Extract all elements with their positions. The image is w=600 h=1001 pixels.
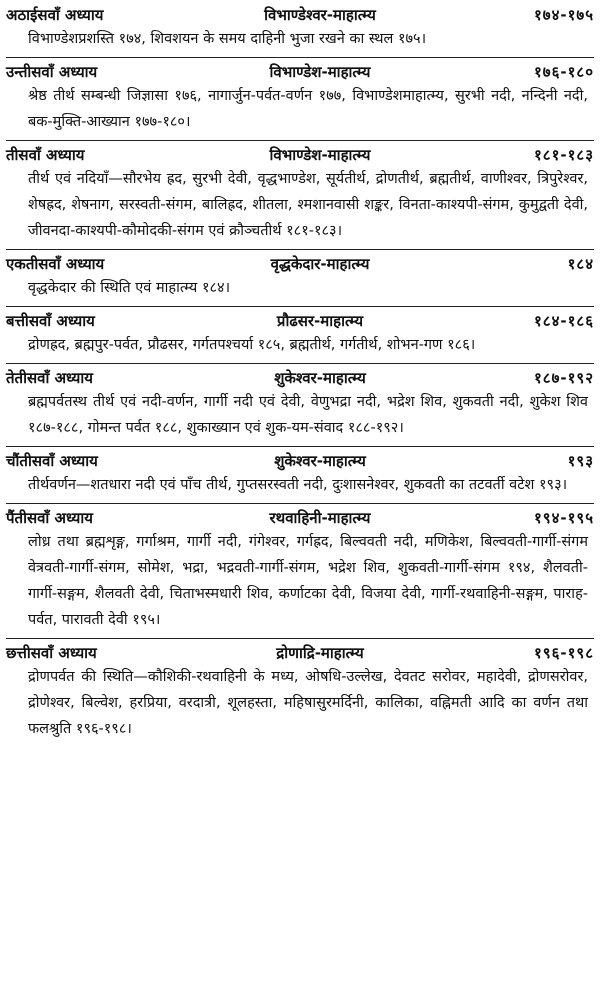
divider (6, 249, 594, 250)
chapter-summary: तीर्थ एवं नदियाँ—सौरभेय ह्रद, सुरभी देवी, वृद्धभाण्डेश, सूर्यतीर्थ, द्रोणतीर्थ, ब्रह्मतीर्थ, वाणीश्वर, त्रिपुरेश्वर, शेषह्रद, शेषनाग, सरस्वती-संगम, बालिह्रद, शीतला, श्मशानवासी शङ्कर, विनता-काश्यपी-संगम, कुमुद्वती देवी, जीवनदा-काश्यपी-कौमोदकी-संगम एवं क्रौञ्चतीर्थ १८१-१८३। (28, 171, 588, 239)
chapter-number: अठाईसवाँ अध्याय (6, 6, 104, 24)
chapter-title: रथवाहिनी-माहात्म्य (269, 509, 371, 527)
chapter-number: तेतीसवाँ अध्याय (6, 369, 93, 387)
chapter-summary: तीर्थवर्णन—शतधारा नदी एवं पाँच तीर्थ, गुप्तसरस्वती नदी, दुःशासनेश्वर, शुकवती का तटवर्ती वटेश १९३। (28, 477, 568, 493)
chapter-30 (6, 144, 594, 244)
divider (6, 306, 594, 307)
divider (6, 140, 594, 141)
chapter-number: पैंतीसवाँ अध्याय (6, 509, 93, 527)
chapter-29 (6, 61, 594, 135)
chapter-summary: द्रोणपर्वत की स्थिति—कौशिकी-रथवाहिनी के मध्य, ओषधि-उल्लेख, देवतट सरोवर, महादेवी, द्रोणसरोवर, द्रोणेश्वर, बिल्वेश, हरप्रिया, वरदात्री, शूलहस्ता, महिषासुरमर्दिनी, कालिका, वह्निमती आदि का वर्णन तथा फलश्रुति १९६-१९८। (28, 669, 588, 737)
chapter-summary: द्रोणह्रद, ब्रह्मपुर-पर्वत, प्रौढसर, गर्गतपश्चर्या १८५, ब्रह्मतीर्थ, गर्गतीर्थ, शोभन-गण १८६। (28, 337, 476, 353)
chapter-heading (6, 450, 594, 472)
chapter-33 (6, 367, 594, 441)
divider (6, 57, 594, 58)
chapter-pages: १८१-१८३ (533, 146, 594, 164)
chapter-title: विभाण्डेश-माहात्म्य (269, 146, 371, 164)
divider (6, 446, 594, 447)
chapter-number: एकतीसवाँ अध्याय (6, 255, 105, 273)
chapter-title: शुकेश्वर-माहात्म्य (274, 452, 366, 470)
chapter-title: वृद्धकेदार-माहात्म्य (270, 255, 370, 273)
chapter-pages: १८४-१८६ (533, 312, 594, 330)
chapter-number: चौंतीसवाँ अध्याय (6, 452, 98, 470)
chapter-summary: ब्रह्मपर्वतस्थ तीर्थ एवं नदी-वर्णन, गार्गी नदी एवं देवी, वेणुभद्रा नदी, भद्रेश शिव, शुकवती नदी, शुकेश शिव १८७-१८८, गोमन्त पर्वत १८८, शुकाख्यान एवं शुक-यम-संवाद १८८-१९२। (28, 394, 588, 436)
chapter-heading (6, 367, 594, 389)
chapter-35 (6, 507, 594, 633)
chapter-pages: १९६-१९८ (533, 644, 594, 662)
chapter-summary: विभाण्डेशप्रशस्ति १७४, शिवशयन के समय दाहिनी भुजा रखने का स्थल १७५। (28, 31, 427, 47)
chapter-number: उन्तीसवाँ अध्याय (6, 63, 98, 81)
divider (6, 503, 594, 504)
divider (6, 638, 594, 639)
chapter-pages: १८४ (567, 255, 594, 273)
chapter-31 (6, 253, 594, 301)
chapter-pages: १८७-१९२ (533, 369, 594, 387)
chapter-heading (6, 507, 594, 529)
chapter-heading (6, 253, 594, 275)
chapter-heading (6, 310, 594, 332)
chapter-summary: वृद्धकेदार की स्थिति एवं माहात्म्य १८४। (28, 280, 231, 296)
chapter-heading (6, 61, 594, 83)
chapter-number: तीसवाँ अध्याय (6, 146, 85, 164)
chapter-pages: १९३ (567, 452, 594, 470)
chapter-36 (6, 642, 594, 742)
chapter-summary: लोध्र तथा ब्रह्मशृङ्ग, गर्गाश्रम, गार्गी नदी, गंगेश्वर, गर्गह्रद, बिल्ववती नदी, मणिकेश, बिल्ववती-गार्गी-संगम वेत्रवती-गार्गी-संगम, सोमेश, भद्रा, भद्रवती-गार्गी-संगम, भद्रेश शिव, शुकवती-गार्गी-संगम १९४, शैलवती-गार्गी-सङ्गम, शैलवती देवी, चिताभस्मधारी शिव, कर्णाटका देवी, विजया देवी, गार्गी-रथवाहिनी-सङ्गम, पाराह-पर्वत, पारावती देवी १९५। (28, 534, 588, 628)
chapter-28 (6, 4, 594, 52)
chapter-34 (6, 450, 594, 498)
chapter-heading (6, 4, 594, 26)
chapter-title: विभाण्डेश्वर-माहात्म्य (264, 6, 376, 24)
chapter-number: बत्तीसवाँ अध्याय (6, 312, 95, 330)
chapter-summary: श्रेष्ठ तीर्थ सम्बन्धी जिज्ञासा १७६, नागार्जुन-पर्वत-वर्णन १७७, विभाण्डेशमाहात्म्य, सुरभी नदी, नन्दिनी नदी, बक-मुक्ति-आख्यान १७७-१८०। (28, 88, 588, 130)
chapter-number: छत्तीसवाँ अध्याय (6, 644, 97, 662)
chapter-pages: १७४-१७५ (533, 6, 594, 24)
chapter-title: विभाण्डेश-माहात्म्य (269, 63, 371, 81)
chapter-title: प्रौढसर-माहात्म्य (276, 312, 364, 330)
chapter-heading (6, 642, 594, 664)
chapter-title: द्रोणाद्रि-माहात्म्य (276, 644, 364, 662)
chapter-pages: १७६-१८० (533, 63, 594, 81)
divider (6, 363, 594, 364)
chapter-32 (6, 310, 594, 358)
chapter-title: शुकेश्वर-माहात्म्य (274, 369, 366, 387)
chapter-heading (6, 144, 594, 166)
chapter-pages: १९४-१९५ (533, 509, 594, 527)
